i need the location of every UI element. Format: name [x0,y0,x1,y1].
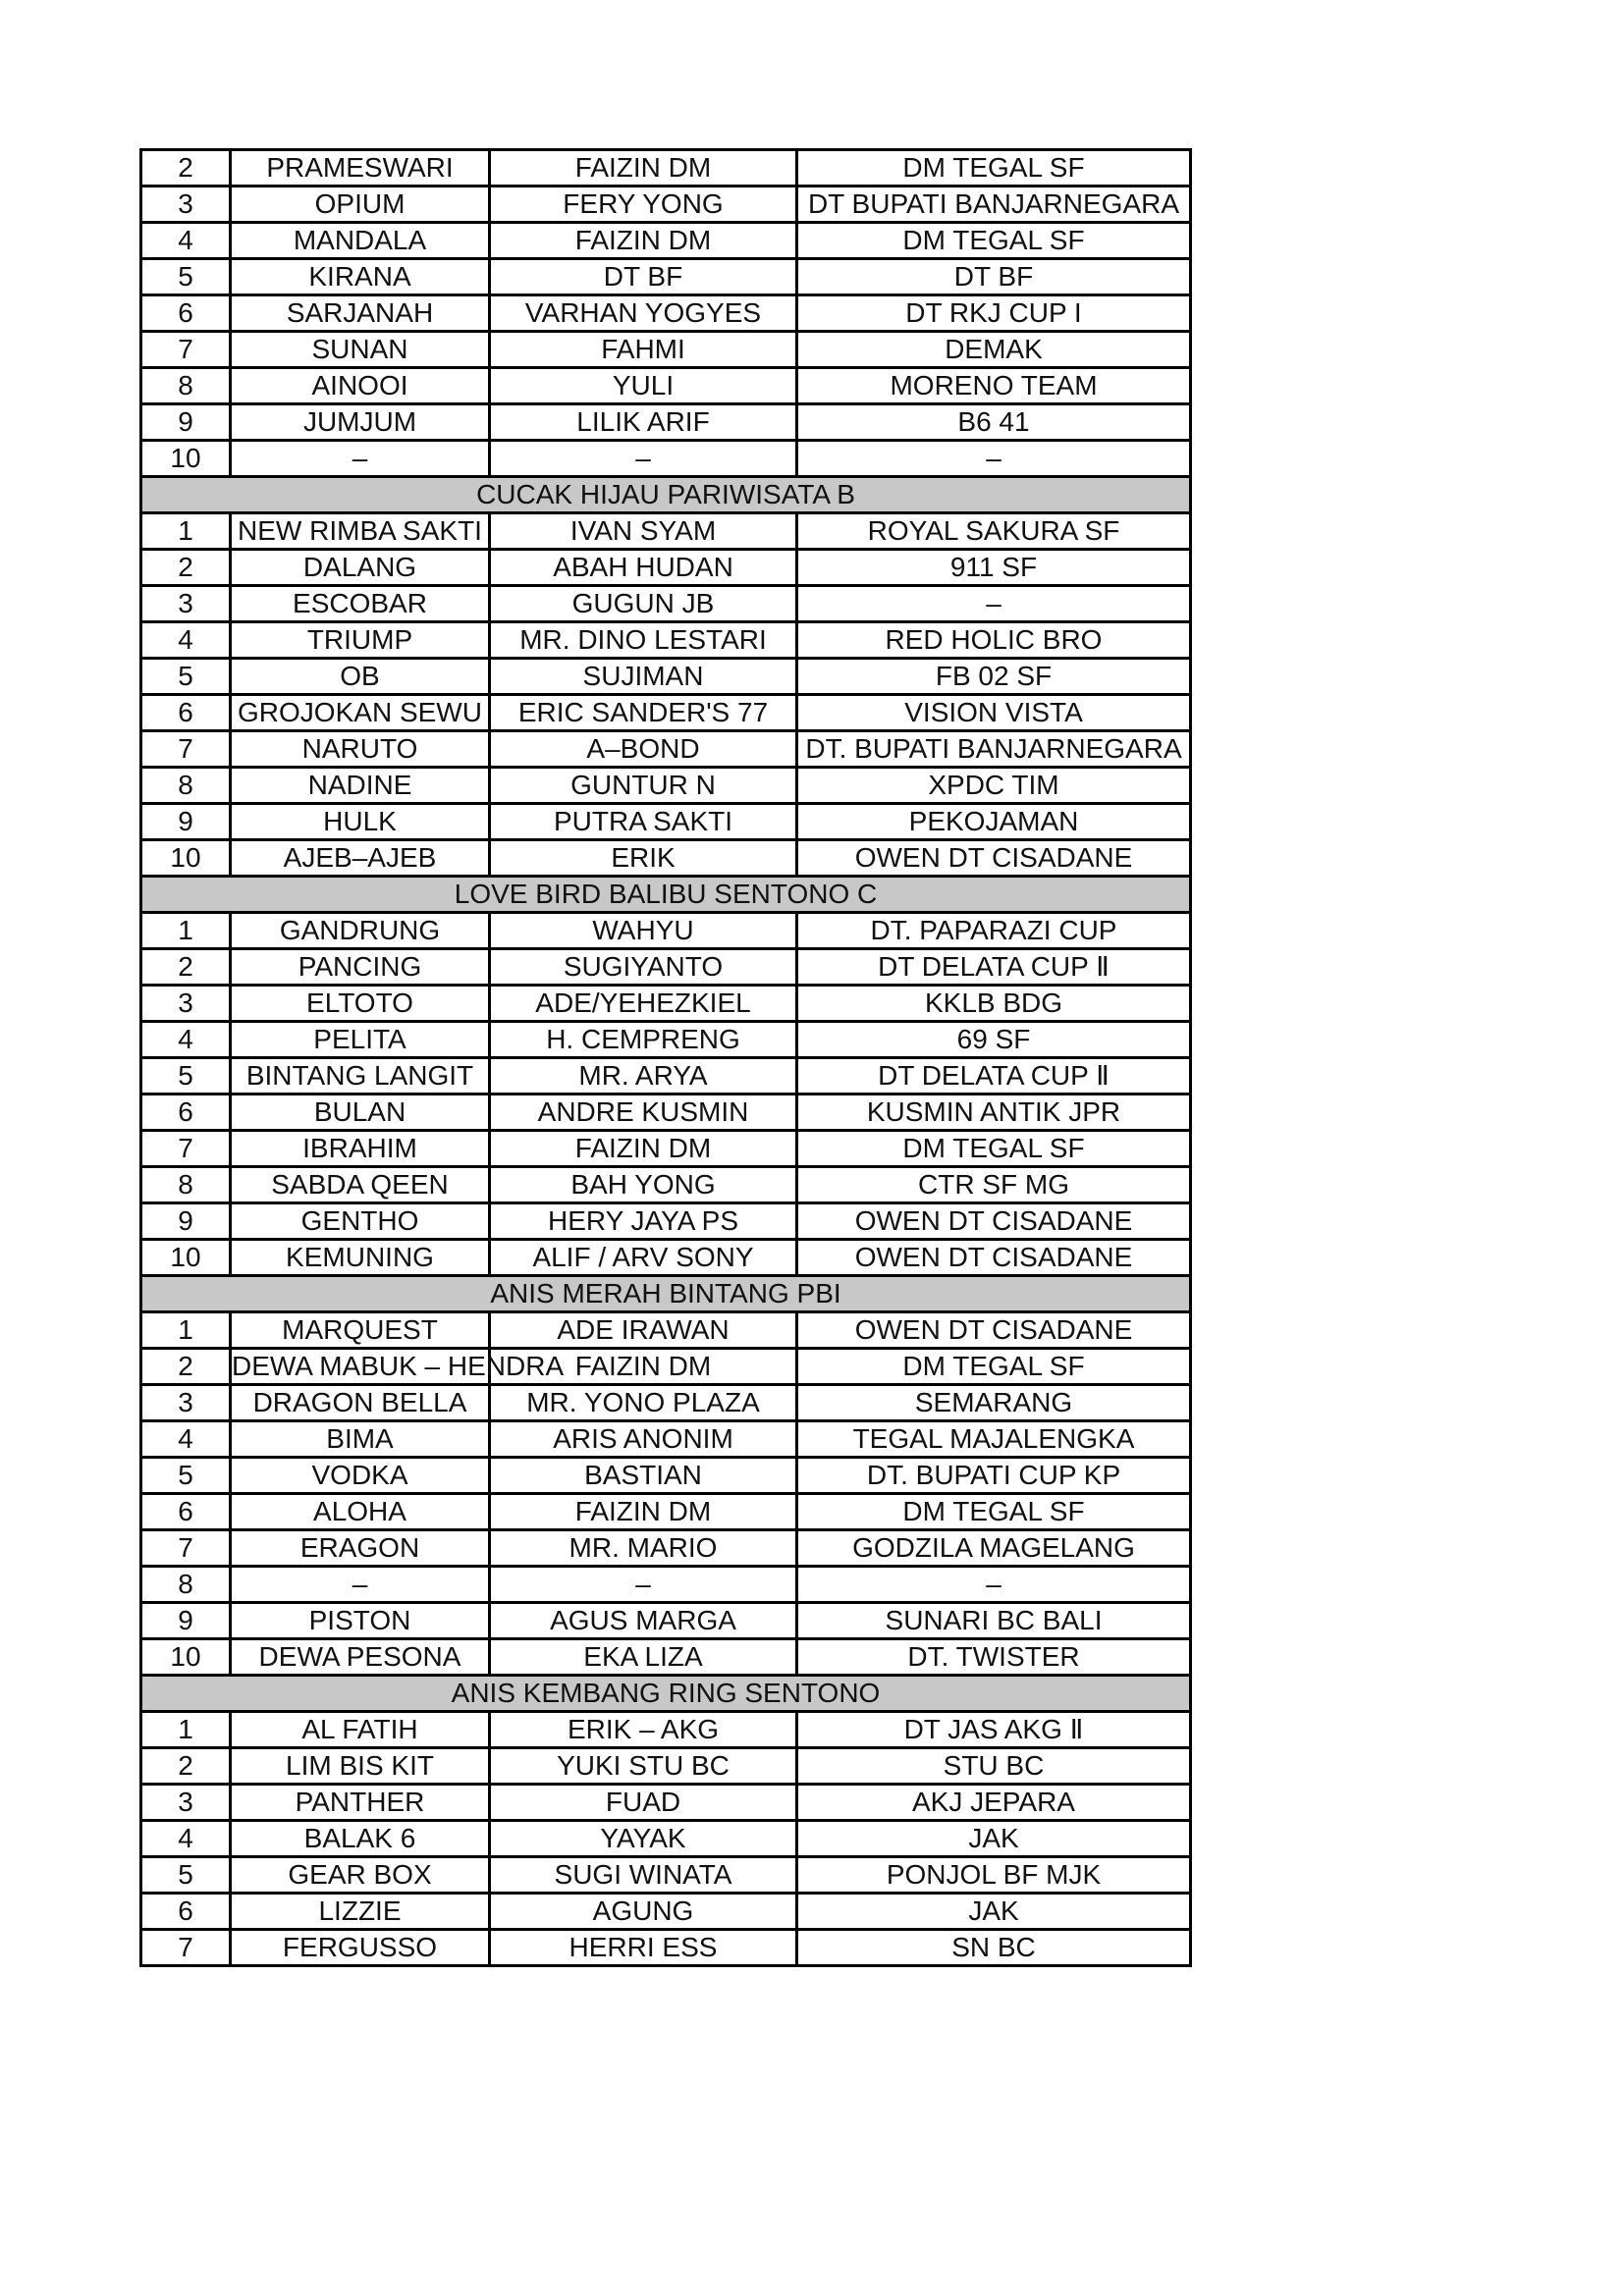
rank-cell: 5 [141,659,231,695]
bird-name-cell: KEMUNING [231,1240,490,1276]
rank-cell: 2 [141,949,231,986]
section-header-row [141,877,1191,913]
team-cell: DT RKJ CUP I [797,295,1191,332]
owner-cell: – [490,441,797,477]
rank-cell: 5 [141,259,231,295]
table-row [141,295,1191,332]
team-cell: SUNARI BC BALI [797,1603,1191,1639]
team-cell: RED HOLIC BRO [797,622,1191,659]
team-cell: DM TEGAL SF [797,1131,1191,1167]
owner-cell: SUGI WINATA [490,1857,797,1894]
table-row [141,1603,1191,1639]
table-row [141,949,1191,986]
owner-cell: BASTIAN [490,1458,797,1494]
owner-cell: FAIZIN DM [490,1349,797,1385]
owner-cell: FAIZIN DM [490,150,797,187]
owner-cell: FERY YONG [490,187,797,223]
table-row [141,1712,1191,1748]
owner-cell: SUJIMAN [490,659,797,695]
bird-name-cell: BALAK 6 [231,1821,490,1857]
owner-cell: ERIC SANDER'S 77 [490,695,797,731]
rank-cell: 2 [141,150,231,187]
owner-cell: GUGUN JB [490,586,797,622]
table-row [141,1894,1191,1930]
owner-cell: ADE/YEHEZKIEL [490,986,797,1022]
table-row [141,441,1191,477]
section-title: ANIS KEMBANG RING SENTONO [141,1676,1191,1712]
table-row [141,1821,1191,1857]
rank-cell: 3 [141,1785,231,1821]
owner-cell: SUGIYANTO [490,949,797,986]
rank-cell: 4 [141,223,231,259]
team-cell: 911 SF [797,550,1191,586]
owner-cell: PUTRA SAKTI [490,804,797,840]
bird-name-cell: AINOOI [231,368,490,404]
table-row [141,1748,1191,1785]
team-cell: FB 02 SF [797,659,1191,695]
rank-cell: 9 [141,804,231,840]
team-cell: – [797,1567,1191,1603]
bird-name-cell: DALANG [231,550,490,586]
table-row [141,695,1191,731]
team-cell: MORENO TEAM [797,368,1191,404]
team-cell: DT. BUPATI BANJARNEGARA [797,731,1191,768]
bird-name-cell: BINTANG LANGIT [231,1058,490,1095]
bird-name-cell: DEWA PESONA [231,1639,490,1676]
rank-cell: 7 [141,1530,231,1567]
table-row [141,187,1191,223]
team-cell: AKJ JEPARA [797,1785,1191,1821]
team-cell: SEMARANG [797,1385,1191,1421]
team-cell: SN BC [797,1930,1191,1966]
table-row [141,804,1191,840]
rank-cell: 1 [141,913,231,949]
table-row [141,1349,1191,1385]
team-cell: OWEN DT CISADANE [797,840,1191,877]
bird-name-cell: GROJOKAN SEWU [231,695,490,731]
table-row [141,986,1191,1022]
section-header-row [141,1276,1191,1312]
table-row [141,404,1191,441]
rank-cell: 3 [141,986,231,1022]
bird-name-cell: SARJANAH [231,295,490,332]
rank-cell: 6 [141,695,231,731]
bird-name-cell: LIZZIE [231,1894,490,1930]
owner-cell: WAHYU [490,913,797,949]
rank-cell: 10 [141,1639,231,1676]
team-cell: KKLB BDG [797,986,1191,1022]
bird-name-cell: AL FATIH [231,1712,490,1748]
table-row [141,223,1191,259]
team-cell: DM TEGAL SF [797,1494,1191,1530]
table-row [141,659,1191,695]
bird-name-cell: SUNAN [231,332,490,368]
team-cell: DT. BUPATI CUP KP [797,1458,1191,1494]
team-cell: DT JAS AKG Ⅱ [797,1712,1191,1748]
bird-name-cell: ALOHA [231,1494,490,1530]
owner-cell: ADE IRAWAN [490,1312,797,1349]
rank-cell: 9 [141,1203,231,1240]
bird-name-cell: PRAMESWARI [231,150,490,187]
results-body [141,150,1191,1966]
table-row [141,1421,1191,1458]
rank-cell: 7 [141,332,231,368]
bird-name-cell: GANDRUNG [231,913,490,949]
rank-cell: 7 [141,1131,231,1167]
rank-cell: 3 [141,187,231,223]
rank-cell: 6 [141,295,231,332]
table-row [141,1022,1191,1058]
owner-cell: A–BOND [490,731,797,768]
team-cell: DT. PAPARAZI CUP [797,913,1191,949]
owner-cell: MR. YONO PLAZA [490,1385,797,1421]
rank-cell: 1 [141,1312,231,1349]
table-row [141,150,1191,187]
owner-cell: MR. ARYA [490,1058,797,1095]
bird-name-cell: ELTOTO [231,986,490,1022]
rank-cell: 6 [141,1894,231,1930]
team-cell: DM TEGAL SF [797,150,1191,187]
owner-cell: FAHMI [490,332,797,368]
team-cell: – [797,441,1191,477]
rank-cell: 6 [141,1095,231,1131]
bird-name-cell: OPIUM [231,187,490,223]
owner-cell: LILIK ARIF [490,404,797,441]
team-cell: KUSMIN ANTIK JPR [797,1095,1191,1131]
table-row [141,768,1191,804]
rank-cell: 2 [141,1748,231,1785]
owner-cell: ARIS ANONIM [490,1421,797,1458]
rank-cell: 3 [141,1385,231,1421]
bird-name-cell: BULAN [231,1095,490,1131]
bird-name-cell: DRAGON BELLA [231,1385,490,1421]
rank-cell: 6 [141,1494,231,1530]
table-row [141,1167,1191,1203]
owner-cell: DT BF [490,259,797,295]
team-cell: ROYAL SAKURA SF [797,513,1191,550]
table-row [141,368,1191,404]
bird-name-cell: GEAR BOX [231,1857,490,1894]
bird-name-cell: BIMA [231,1421,490,1458]
owner-cell: MR. DINO LESTARI [490,622,797,659]
bird-name-cell: PANTHER [231,1785,490,1821]
rank-cell: 7 [141,731,231,768]
section-title: CUCAK HIJAU PARIWISATA B [141,477,1191,513]
table-row [141,259,1191,295]
team-cell: TEGAL MAJALENGKA [797,1421,1191,1458]
bird-name-cell: PISTON [231,1603,490,1639]
owner-cell: YUKI STU BC [490,1748,797,1785]
rank-cell: 1 [141,513,231,550]
rank-cell: 7 [141,1930,231,1966]
rank-cell: 8 [141,368,231,404]
team-cell: PEKOJAMAN [797,804,1191,840]
team-cell: XPDC TIM [797,768,1191,804]
table-row [141,840,1191,877]
section-header-row [141,477,1191,513]
bird-name-cell: AJEB–AJEB [231,840,490,877]
table-row [141,913,1191,949]
owner-cell: YAYAK [490,1821,797,1857]
owner-cell: – [490,1567,797,1603]
table-row [141,1567,1191,1603]
owner-cell: MR. MARIO [490,1530,797,1567]
team-cell: GODZILA MAGELANG [797,1530,1191,1567]
table-row [141,550,1191,586]
owner-cell: FUAD [490,1785,797,1821]
table-row [141,1458,1191,1494]
rank-cell: 8 [141,1167,231,1203]
owner-cell: ABAH HUDAN [490,550,797,586]
bird-name-cell: ERAGON [231,1530,490,1567]
table-row [141,513,1191,550]
table-row [141,332,1191,368]
owner-cell: BAH YONG [490,1167,797,1203]
rank-cell: 8 [141,1567,231,1603]
owner-cell: GUNTUR N [490,768,797,804]
bird-name-cell: SABDA QEEN [231,1167,490,1203]
rank-cell: 4 [141,622,231,659]
table-row [141,1131,1191,1167]
bird-name-cell: MANDALA [231,223,490,259]
bird-name-cell: PANCING [231,949,490,986]
table-row [141,622,1191,659]
rank-cell: 10 [141,840,231,877]
rank-cell: 4 [141,1022,231,1058]
table-row [141,586,1191,622]
bird-name-cell: FERGUSSO [231,1930,490,1966]
bird-name-cell: ESCOBAR [231,586,490,622]
owner-cell: HERY JAYA PS [490,1203,797,1240]
bird-name-cell: TRIUMP [231,622,490,659]
owner-cell: HERRI ESS [490,1930,797,1966]
bird-name-cell: – [231,441,490,477]
owner-cell: AGUNG [490,1894,797,1930]
rank-cell: 9 [141,404,231,441]
team-cell: DT BUPATI BANJARNEGARA [797,187,1191,223]
bird-name-cell: PELITA [231,1022,490,1058]
owner-cell: FAIZIN DM [490,1494,797,1530]
owner-cell: H. CEMPRENG [490,1022,797,1058]
team-cell: CTR SF MG [797,1167,1191,1203]
bird-name-cell: VODKA [231,1458,490,1494]
table-row [141,1058,1191,1095]
team-cell: STU BC [797,1748,1191,1785]
team-cell: DT. TWISTER [797,1639,1191,1676]
team-cell: – [797,586,1191,622]
table-row [141,1494,1191,1530]
owner-cell: ERIK – AKG [490,1712,797,1748]
rank-cell: 1 [141,1712,231,1748]
team-cell: OWEN DT CISADANE [797,1203,1191,1240]
owner-cell: IVAN SYAM [490,513,797,550]
bird-name-cell: JUMJUM [231,404,490,441]
bird-name-cell: LIM BIS KIT [231,1748,490,1785]
owner-cell: EKA LIZA [490,1639,797,1676]
table-row [141,1203,1191,1240]
rank-cell: 5 [141,1058,231,1095]
owner-cell: AGUS MARGA [490,1603,797,1639]
team-cell: OWEN DT CISADANE [797,1312,1191,1349]
team-cell: DM TEGAL SF [797,223,1191,259]
table-row [141,731,1191,768]
table-row [141,1385,1191,1421]
bird-name-cell: IBRAHIM [231,1131,490,1167]
owner-cell: ERIK [490,840,797,877]
team-cell: B6 41 [797,404,1191,441]
team-cell: 69 SF [797,1022,1191,1058]
bird-name-cell: NEW RIMBA SAKTI [231,513,490,550]
rank-cell: 3 [141,586,231,622]
table-row [141,1240,1191,1276]
owner-cell: FAIZIN DM [490,1131,797,1167]
bird-name-cell: MARQUEST [231,1312,490,1349]
rank-cell: 10 [141,441,231,477]
team-cell: DEMAK [797,332,1191,368]
table-row [141,1095,1191,1131]
team-cell: DT DELATA CUP Ⅱ [797,1058,1191,1095]
rank-cell: 5 [141,1857,231,1894]
owner-cell: ANDRE KUSMIN [490,1095,797,1131]
team-cell: JAK [797,1894,1191,1930]
rank-cell: 4 [141,1421,231,1458]
owner-cell: YULI [490,368,797,404]
team-cell: JAK [797,1821,1191,1857]
section-title: LOVE BIRD BALIBU SENTONO C [141,877,1191,913]
team-cell: DT BF [797,259,1191,295]
rank-cell: 10 [141,1240,231,1276]
section-header-row [141,1676,1191,1712]
team-cell: PONJOL BF MJK [797,1857,1191,1894]
owner-cell: FAIZIN DM [490,223,797,259]
rank-cell: 4 [141,1821,231,1857]
team-cell: DT DELATA CUP Ⅱ [797,949,1191,986]
rank-cell: 9 [141,1603,231,1639]
section-title: ANIS MERAH BINTANG PBI [141,1276,1191,1312]
table-row [141,1857,1191,1894]
table-row [141,1530,1191,1567]
table-row [141,1312,1191,1349]
bird-name-cell: NADINE [231,768,490,804]
team-cell: DM TEGAL SF [797,1349,1191,1385]
bird-name-cell: OB [231,659,490,695]
table-row [141,1785,1191,1821]
rank-cell: 2 [141,550,231,586]
bird-name-cell: DEWA MABUK – HENDRA [231,1349,490,1385]
bird-name-cell: – [231,1567,490,1603]
rank-cell: 2 [141,1349,231,1385]
bird-name-cell: GENTHO [231,1203,490,1240]
team-cell: VISION VISTA [797,695,1191,731]
bird-name-cell: KIRANA [231,259,490,295]
table-row [141,1930,1191,1966]
rank-cell: 8 [141,768,231,804]
team-cell: OWEN DT CISADANE [797,1240,1191,1276]
owner-cell: ALIF / ARV SONY [490,1240,797,1276]
results-table [139,148,1192,1967]
table-row [141,1639,1191,1676]
rank-cell: 5 [141,1458,231,1494]
bird-name-cell: HULK [231,804,490,840]
owner-cell: VARHAN YOGYES [490,295,797,332]
bird-name-cell: NARUTO [231,731,490,768]
